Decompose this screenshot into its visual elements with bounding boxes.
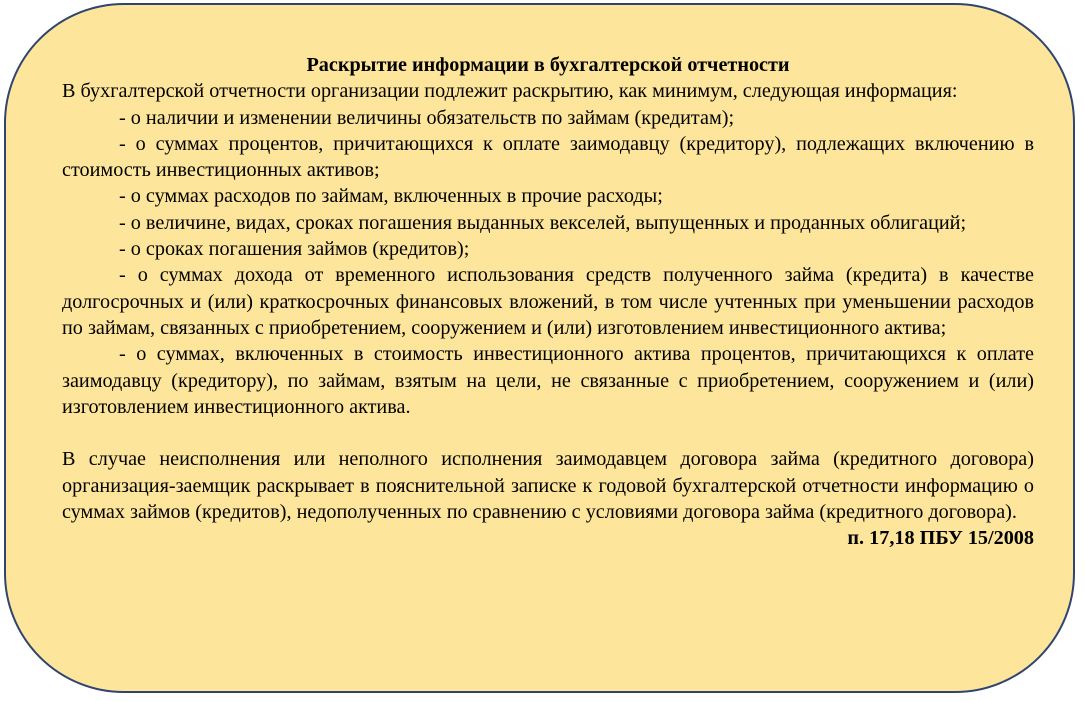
intro-paragraph: В бухгалтерской отчетности организации подлежит раскрытию, как минимум, следующая информация: (62, 80, 958, 103)
list-item: - о наличии и изменении величины обязательств по займам (кредитам); (119, 106, 735, 129)
list-item: - о суммах расходов по займам, включенных в прочие расходы; (119, 185, 663, 208)
document-title: Раскрытие информации в бухгалтерской отчетности (306, 54, 790, 76)
list-item: - о суммах процентов, причитающихся к оплате заимодавцу (кредитору), подлежащих включению в стоимость инвестиционных активов; (62, 132, 1034, 182)
info-card (4, 3, 1075, 693)
list-item: - о сроках погашения займов (кредитов); (119, 238, 470, 261)
list-item: - о суммах дохода от временного использования средств полученного займа (кредита) в качестве долгосрочных и (или) краткосрочных финансовых вложений, в том числе учтенных при уменьшении расходов по займам, связанных с приобретением, сооружением и (или) изготовлением инвестиционного актива; (62, 264, 1034, 339)
list-item: - о суммах, включенных в стоимость инвестиционного актива процентов, причитающихся к оплате заимодавцу (кредитору), по займам, взятым на цели, не связанные с приобретением, сооружением и (или) изготовлением инвестиционного актива. (62, 343, 1034, 418)
paragraph-gap (62, 420, 1034, 446)
source-reference: п. 17,18 ПБУ 15/2008 (847, 527, 1034, 550)
list-item: - о величине, видах, сроках погашения выданных векселей, выпущенных и проданных облигаций; (119, 211, 967, 234)
closing-paragraph: В случае неисполнения или неполного исполнения заимодавцем договора займа (кредитного договора) организация-заемщик раскрывает в пояснительной записке к годовой бухгалтерской отчетности информацию о суммах займов (кредитов), недополученных по сравнению с условиями договора займа (кредитного договора). (62, 448, 1034, 524)
card-content (62, 52, 1034, 552)
